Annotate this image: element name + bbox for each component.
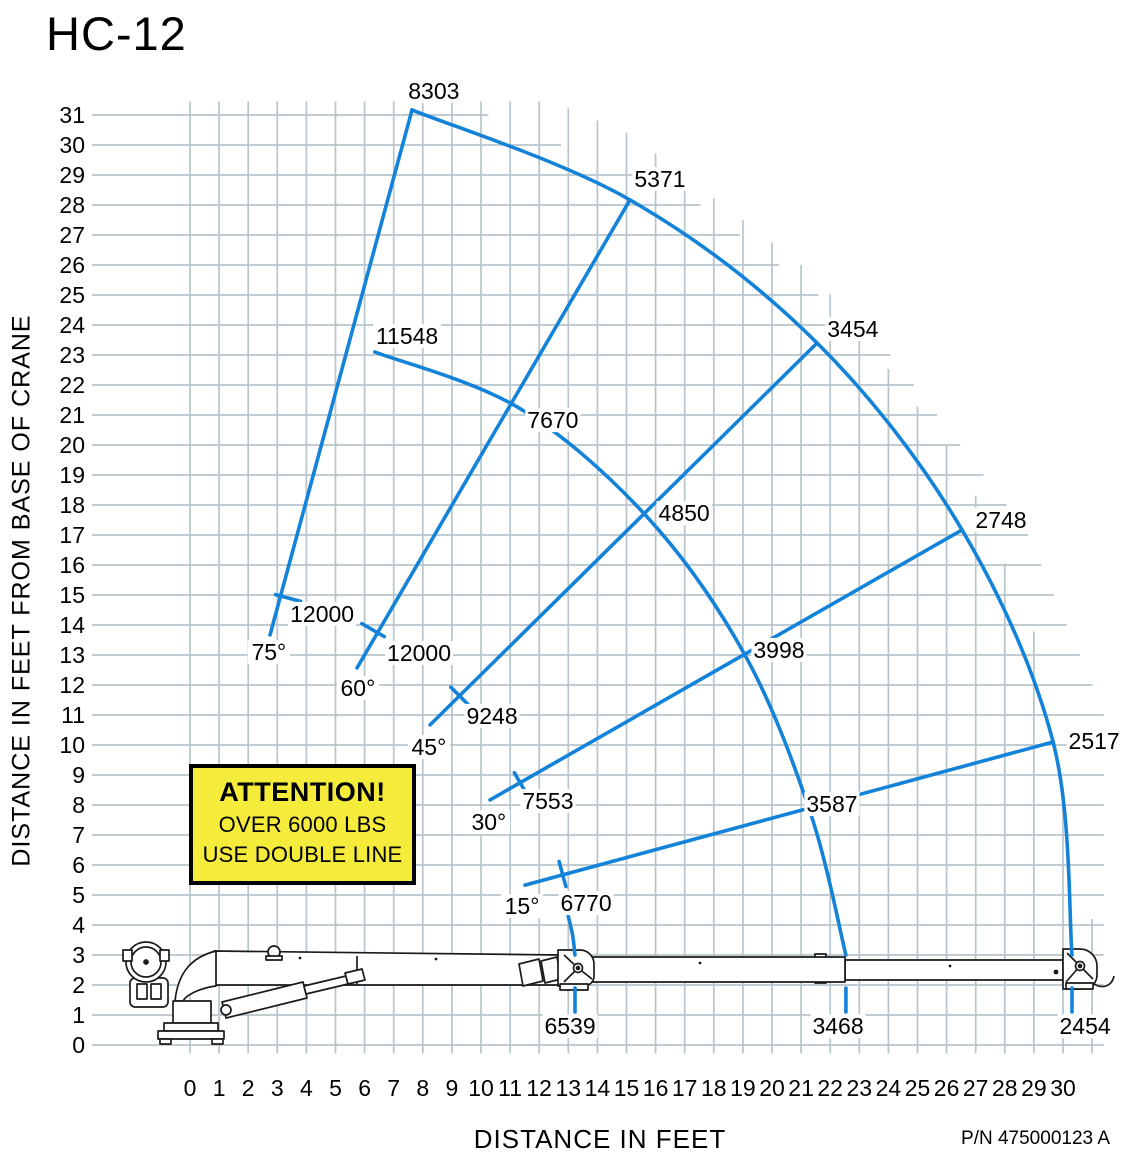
y-tick-label: 13 — [59, 642, 85, 668]
x-tick-label: 22 — [817, 1075, 843, 1101]
y-tick-label: 18 — [59, 492, 85, 518]
y-tick-label: 20 — [59, 432, 85, 458]
y-tick-label: 7 — [72, 822, 85, 848]
capacity-label: 3998 — [753, 636, 805, 663]
lift-cylinder-barrel — [222, 982, 307, 1018]
y-tick-label: 5 — [72, 882, 85, 908]
x-tick-label: 10 — [468, 1075, 494, 1101]
bolt — [1054, 970, 1059, 975]
boom-pad — [519, 959, 543, 986]
y-tick-label: 8 — [72, 792, 85, 818]
capacity-label: 3454 — [827, 315, 879, 342]
y-tick-label: 22 — [59, 372, 85, 398]
x-tick-label: 14 — [584, 1075, 611, 1101]
x-tick-label: 29 — [1021, 1075, 1047, 1101]
capacity-label: 3587 — [806, 791, 858, 818]
angle-label: 45° — [411, 734, 447, 761]
y-tick-label: 30 — [59, 132, 85, 158]
x-tick-label: 15 — [613, 1075, 640, 1101]
y-tick-label: 12 — [59, 672, 85, 698]
capacity-label: 6770 — [560, 890, 612, 917]
capacity-label: 11548 — [375, 323, 439, 350]
x-tick-label: 25 — [904, 1075, 931, 1101]
x-tick-label: 7 — [387, 1075, 401, 1101]
capacity-label: 9248 — [466, 702, 518, 729]
x-tick-label: 11 — [498, 1075, 523, 1101]
x-tick-label: 28 — [992, 1075, 1018, 1101]
y-tick-label: 10 — [59, 732, 85, 758]
x-tick-label: 21 — [788, 1075, 814, 1101]
boom-full-extension-curve — [412, 110, 1072, 955]
x-tick-label: 27 — [962, 1075, 989, 1101]
drum-axle — [144, 960, 148, 964]
x-tick-label: 12 — [526, 1075, 552, 1101]
part-number: P/N 475000123 A — [961, 1128, 1110, 1149]
y-tick-label: 11 — [61, 702, 85, 728]
capacity-label: 2517 — [1068, 728, 1120, 755]
y-tick-label: 16 — [59, 552, 85, 578]
boom-angle-line-75 — [270, 110, 412, 635]
y-tick-label: 17 — [59, 522, 85, 548]
capacity-label: 7670 — [527, 407, 579, 434]
x-tick-label: 16 — [642, 1075, 669, 1101]
bolt — [699, 962, 702, 965]
angle-label: 15° — [504, 893, 540, 920]
boom-angle-line-15 — [525, 742, 1053, 885]
capacity-label: 12000 — [387, 639, 452, 666]
attention-line2: USE DOUBLE LINE — [202, 842, 403, 867]
base-foot — [160, 1039, 171, 1044]
capacity-label: 2454 — [1059, 1013, 1111, 1040]
y-tick-label: 3 — [72, 942, 85, 968]
y-tick-label: 25 — [59, 282, 85, 308]
page-title: HC-12 — [46, 7, 187, 60]
winch-detail — [137, 984, 147, 999]
y-tick-label: 29 — [59, 162, 85, 188]
y-tick-label: 21 — [59, 402, 85, 428]
y-tick-label: 14 — [59, 612, 85, 638]
x-tick-label: 30 — [1050, 1075, 1076, 1101]
x-tick-label: 24 — [875, 1075, 902, 1101]
x-tick-label: 8 — [416, 1075, 430, 1101]
y-axis-title: DISTANCE IN FEET FROM BASE OF CRANE — [7, 314, 36, 867]
boom-angle-line-45 — [430, 343, 817, 725]
attention-line1: OVER 6000 LBS — [218, 812, 387, 837]
attention-title: ATTENTION! — [219, 777, 386, 807]
x-tick-label: 18 — [701, 1075, 727, 1101]
lift-ring-base — [266, 956, 282, 960]
y-tick-label: 23 — [59, 342, 85, 368]
x-tick-label: 23 — [846, 1075, 873, 1101]
y-tick-label: 24 — [59, 312, 85, 338]
x-tick-label: 5 — [329, 1075, 342, 1101]
x-tick-label: 3 — [270, 1075, 284, 1101]
y-tick-label: 2 — [72, 972, 85, 998]
x-tick-label: 6 — [358, 1075, 371, 1101]
cylinder-pin — [221, 1005, 231, 1015]
y-tick-label: 15 — [59, 582, 85, 608]
y-tick-label: 4 — [72, 912, 85, 938]
drum-bracket — [123, 950, 132, 961]
x-tick-label: 1 — [212, 1075, 226, 1101]
capacity-label: 8303 — [408, 78, 460, 104]
mast — [175, 951, 216, 1001]
capacity-label: 3468 — [812, 1013, 864, 1040]
y-tick-label: 28 — [59, 192, 85, 218]
capacity-label: 5371 — [634, 165, 686, 192]
winch-detail — [151, 984, 161, 999]
base-plate — [164, 1023, 218, 1031]
attention-box — [189, 764, 416, 885]
boom-head-base — [1066, 983, 1093, 989]
angle-label: 60° — [340, 675, 376, 701]
boom-angle-line-60 — [357, 200, 630, 668]
bolt — [949, 965, 952, 968]
x-tick-label: 17 — [671, 1075, 698, 1101]
y-tick-label: 0 — [72, 1032, 85, 1058]
boom-stage2 — [560, 957, 845, 982]
capacity-label: 6539 — [544, 1013, 596, 1040]
y-tick-label: 1 — [72, 1002, 85, 1028]
x-axis-title: DISTANCE IN FEET — [473, 1124, 727, 1154]
angle-label: 30° — [471, 809, 507, 836]
y-tick-label: 19 — [59, 462, 85, 488]
x-tick-label: 26 — [933, 1075, 960, 1101]
y-tick-label: 31 — [59, 102, 85, 128]
x-tick-label: 4 — [300, 1075, 313, 1101]
x-tick-label: 9 — [445, 1075, 459, 1101]
x-tick-label: 0 — [183, 1075, 197, 1101]
sheave-pin — [577, 967, 580, 970]
base-plate — [158, 1031, 224, 1039]
crane-illustration — [123, 942, 1114, 1044]
x-tick-label: 2 — [241, 1075, 255, 1101]
boom-angle-line-30 — [490, 530, 962, 800]
capacity-label: 2748 — [975, 507, 1027, 533]
x-tick-label: 13 — [555, 1075, 582, 1101]
base-foot — [212, 1039, 223, 1044]
y-tick-label: 26 — [59, 252, 85, 278]
capacity-label: 4850 — [658, 500, 710, 527]
x-tick-label: 20 — [759, 1075, 785, 1101]
pedestal — [173, 1001, 211, 1023]
capacity-label: 12000 — [290, 600, 355, 627]
sheave-pin — [1079, 965, 1082, 968]
y-tick-label: 6 — [72, 852, 85, 878]
capacity-label: 7553 — [522, 788, 574, 815]
y-tick-label: 9 — [72, 762, 85, 788]
angle-label: 75° — [251, 639, 287, 665]
bolt — [435, 958, 438, 961]
x-tick-label: 19 — [730, 1075, 756, 1101]
y-tick-label: 27 — [59, 222, 85, 248]
drum-bracket — [160, 950, 169, 961]
bolt — [299, 957, 302, 960]
boom-stage3 — [845, 960, 1063, 980]
